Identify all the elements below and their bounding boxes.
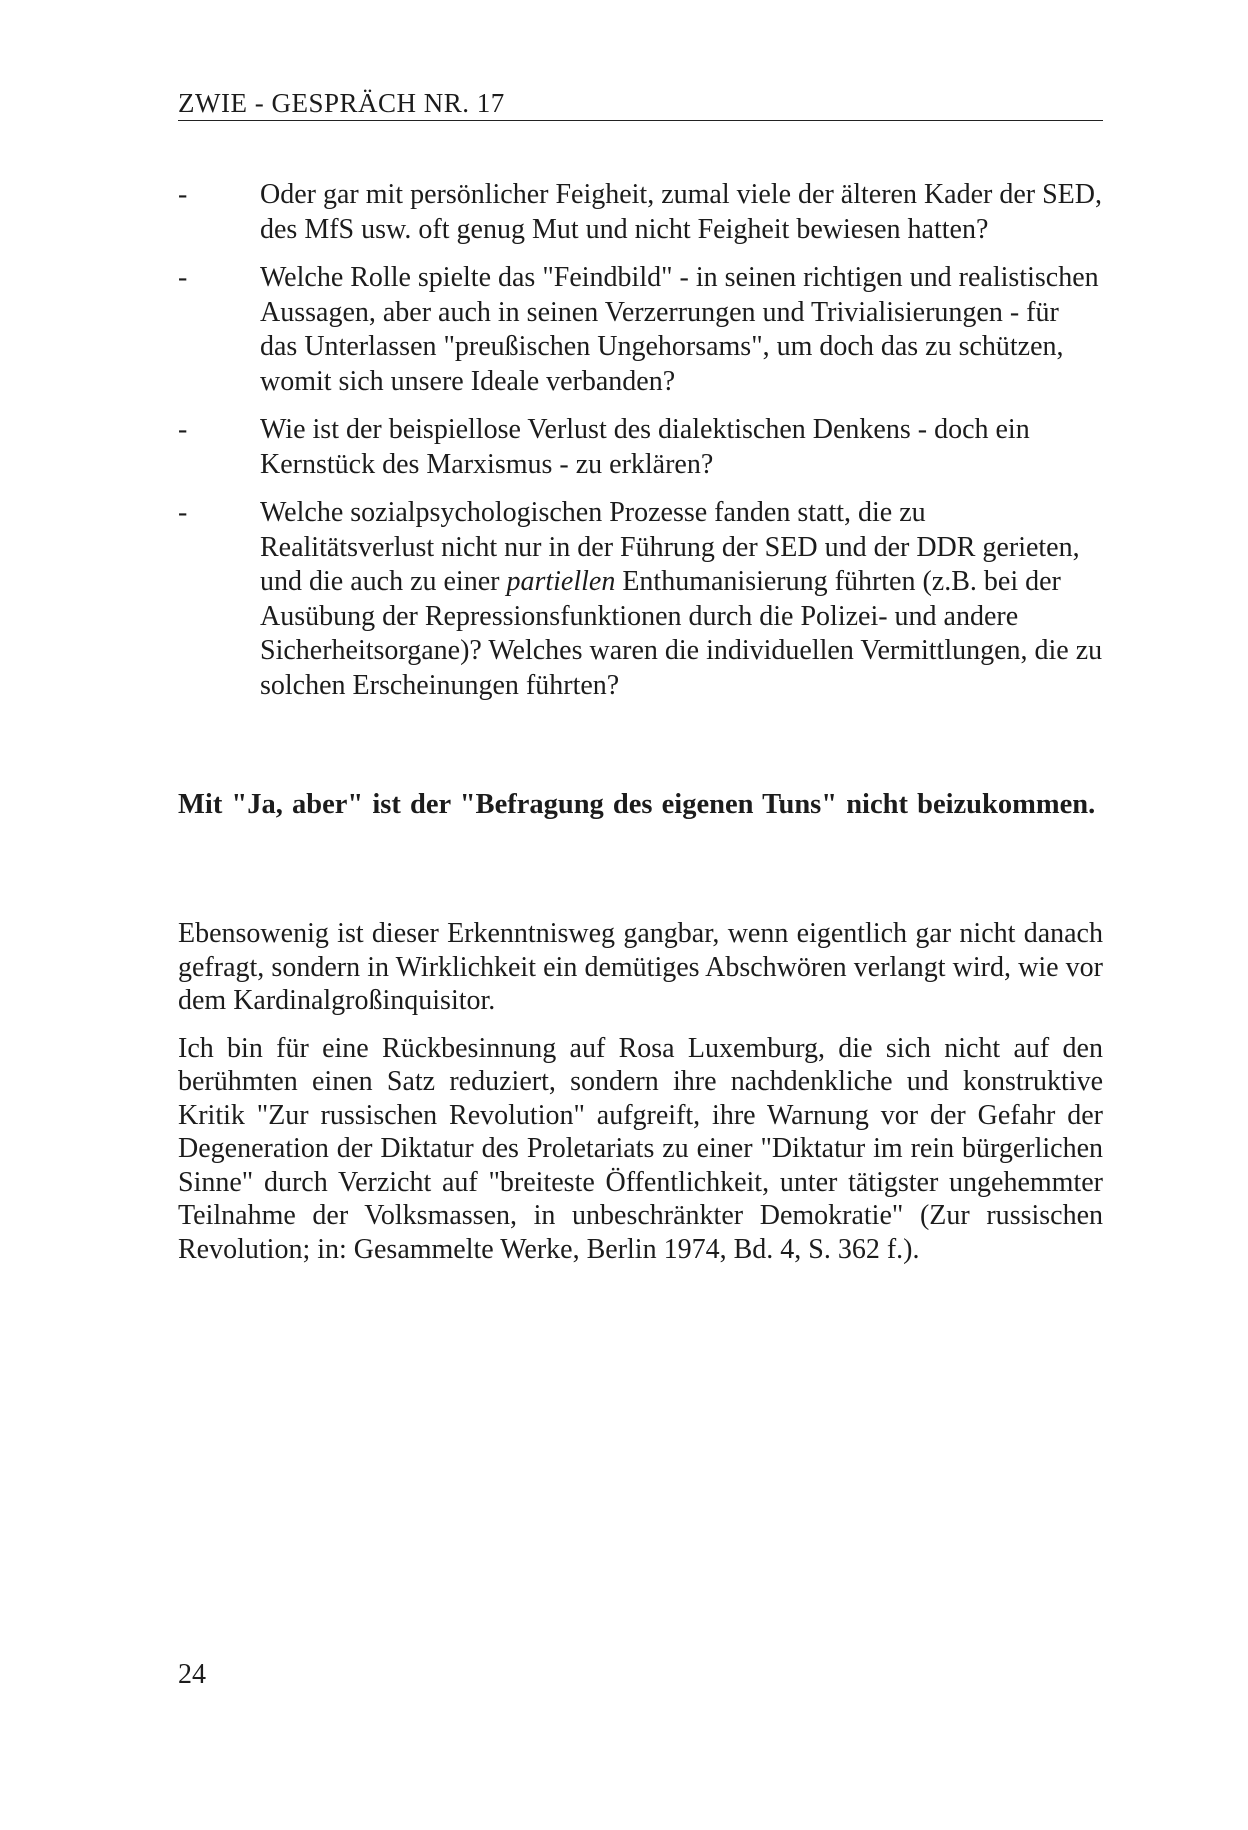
list-item-text bbox=[260, 496, 1103, 703]
list-item-text: Oder gar mit persönlicher Feigheit, zumal viele der älteren Kader der SED, des MfS usw. oft genug Mut und nicht Feigheit bewiesen hatten? bbox=[260, 179, 1103, 245]
list-item-text-part: Welche sozialpsychologischen Prozesse fanden statt, die zu Realitätsverlust nicht nur in der Führung der SED und der DDR gerieten, und die auch zu einer bbox=[260, 497, 1080, 597]
list-marker: - bbox=[178, 179, 188, 210]
list-item bbox=[178, 178, 1103, 247]
running-header: ZWIE - GESPRÄCH NR. 17 bbox=[178, 86, 1103, 121]
list-marker: - bbox=[178, 262, 188, 293]
section-heading: Mit "Ja, aber" ist der "Befragung des eigenen Tuns" nicht beizukommen. bbox=[178, 789, 1096, 820]
italic-emphasis: partiellen bbox=[506, 566, 616, 597]
paragraph: Ebensowenig ist dieser Erkenntnisweg gangbar, wenn eigentlich gar nicht danach gefragt, sondern in Wirklichkeit ein demütiges Abschwören verlangt wird, wie vor dem Kardinalgroßinquisitor. bbox=[178, 918, 1103, 1016]
list-item bbox=[178, 261, 1103, 399]
paragraph: Ich bin für eine Rückbesinnung auf Rosa Luxemburg, die sich nicht auf den berühmten einen Satz reduziert, sondern ihre nachdenkliche und konstruktive Kritik "Zur russischen Revolution" aufgreift, ihre Warnung vor der Gefahr der Degeneration der Diktatur des Proletariats zu einer "Diktatur im rein bürgerlichen Sinne" durch Verzicht auf "breiteste Öffentlichkeit, unter tätigster ungehemmter Teilnahme der Volksmassen, in unbeschränkter Demokratie" (Zur russischen Revolution; in: Gesammelte Werke, Berlin 1974, Bd. 4, S. 362 f.). bbox=[178, 1032, 1103, 1265]
body-text bbox=[178, 917, 1103, 1280]
list-marker: - bbox=[178, 497, 188, 528]
page-number: 24 bbox=[178, 1659, 206, 1690]
list-item-text: Wie ist der beispiellose Verlust des dialektischen Denkens - doch ein Kernstück des Marxismus - zu erklären? bbox=[260, 414, 1030, 480]
question-list bbox=[178, 178, 1103, 717]
list-item-text: Welche Rolle spielte das "Feindbild" - in seinen richtigen und realistischen Aussagen, aber auch in seinen Verzerrungen und Trivialisierungen - für das Unterlassen "preußischen Ungehorsams", um doch das zu schützen, womit sich unsere Ideale verbanden? bbox=[260, 262, 1099, 397]
list-item bbox=[178, 413, 1103, 482]
list-marker: - bbox=[178, 414, 188, 445]
list-item bbox=[178, 496, 1103, 703]
list-item-text-part: Enthumanisierung führten (z.B. bei der Ausübung der Repressionsfunktionen durch die Polizei- und andere Sicherheitsorgane)? Welches waren die individuellen Vermittlungen, die zu solchen Erscheinungen führten? bbox=[260, 566, 1103, 701]
